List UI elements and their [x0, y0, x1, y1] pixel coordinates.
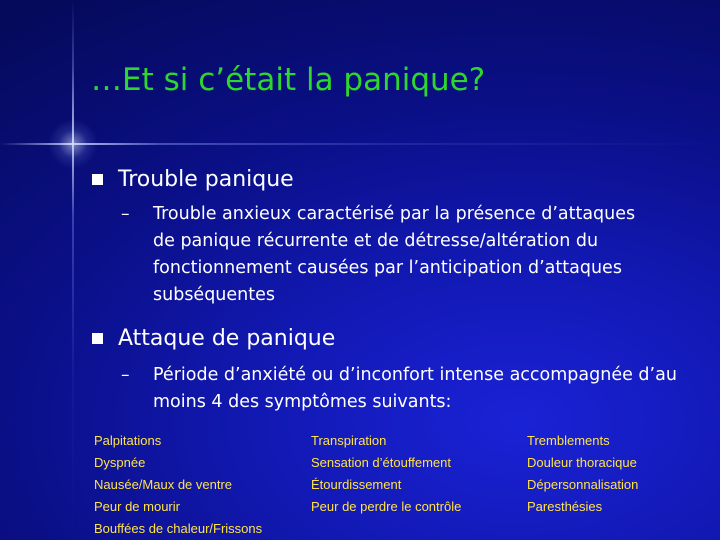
decor-vertical-line [72, 0, 74, 540]
symptom-item: Paresthésies [527, 499, 603, 514]
symptom-item: Douleur thoracique [527, 455, 637, 470]
symptom-item: Peur de perdre le contrôle [311, 499, 462, 514]
sub-bullet-trouble-definition [121, 201, 661, 309]
symptom-column-3 [527, 430, 638, 518]
slide-title: …Et si c’était la panique? [91, 62, 486, 98]
sub-bullet-text: Période d’anxiété ou d’inconfort intense accompagnée d’au moins 4 des symptômes suivants: [153, 365, 677, 412]
symptom-item: Bouffées de chaleur/Frissons [94, 521, 263, 536]
symptom-item: Sensation d’étouffement [311, 455, 451, 470]
symptom-column-2 [311, 430, 461, 518]
decor-horizontal-line [0, 143, 720, 145]
dash-bullet: – [121, 365, 130, 385]
sub-bullet-text: Trouble anxieux caractérisé par la présence d’attaques de panique récurrente et de détresse/altération du fonctionnement causées par l’anticipation d’attaques subséquentes [153, 204, 636, 305]
symptom-item: Dyspnée [94, 455, 146, 470]
symptom-column-1 [94, 430, 262, 540]
dash-bullet: – [121, 204, 130, 224]
symptom-item: Palpitations [94, 433, 162, 448]
sub-bullet-attaque-definition [121, 362, 681, 416]
square-bullet-icon [92, 333, 103, 344]
symptom-item: Transpiration [311, 433, 387, 448]
bullet-heading: Trouble panique [118, 167, 294, 192]
star-cross-icon [48, 119, 98, 169]
symptom-item: Dépersonnalisation [527, 477, 639, 492]
symptom-item: Étourdissement [311, 477, 402, 492]
bullet-trouble-panique [92, 165, 294, 195]
symptom-item: Tremblements [527, 433, 610, 448]
bullet-heading: Attaque de panique [118, 326, 336, 351]
square-bullet-icon [92, 174, 103, 185]
bullet-attaque-panique [92, 324, 335, 354]
symptom-item: Peur de mourir [94, 499, 180, 514]
symptom-item: Nausée/Maux de ventre [94, 477, 233, 492]
